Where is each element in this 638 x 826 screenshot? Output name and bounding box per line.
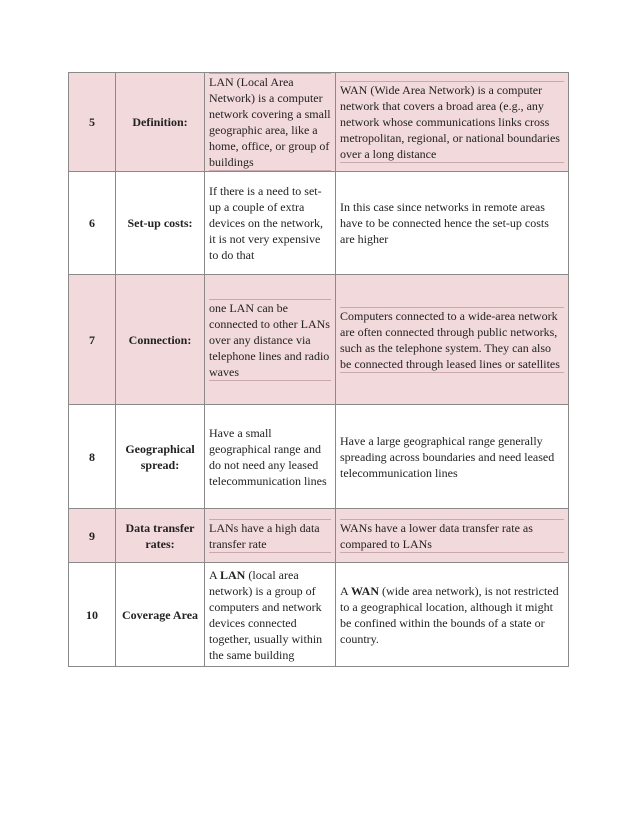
- row-attribute: Definition:: [116, 73, 205, 172]
- row-attribute: Connection:: [116, 275, 205, 405]
- wan-cell: [336, 563, 569, 667]
- lan-text-suffix: (local area network) is a group of computers and network devices connected together, usually within the same building: [209, 567, 323, 662]
- wan-cell: [336, 172, 569, 275]
- row-attribute: Set-up costs:: [116, 172, 205, 275]
- wan-text: Computers connected to a wide-area network are often connected through public networks, such as the telephone system. They can also be connected through leased lines or satellites: [340, 307, 564, 373]
- row-attribute: Data transfer rates:: [116, 509, 205, 563]
- lan-text: one LAN can be connected to other LANs over any distance via telephone lines and radio waves: [209, 300, 330, 379]
- lan-text-prefix: A: [209, 567, 221, 582]
- wan-text: In this case since networks in remote areas have to be connected hence the set-up costs are higher: [340, 200, 549, 246]
- lan-cell: [205, 73, 336, 172]
- wan-cell: [336, 509, 569, 563]
- wan-cell: [336, 73, 569, 172]
- wan-text-prefix: A: [340, 583, 352, 598]
- row-number: 7: [69, 275, 116, 405]
- lan-cell: [205, 405, 336, 509]
- lan-text: Have a small geographical range and do not need any leased telecommunication lines: [209, 425, 327, 488]
- lan-text: [209, 567, 331, 663]
- table-row: [69, 405, 569, 509]
- row-number: 5: [69, 73, 116, 172]
- row-number: 8: [69, 405, 116, 509]
- lan-cell: [205, 509, 336, 563]
- wan-text: WANs have a lower data transfer rate as compared to LANs: [340, 519, 564, 553]
- lan-text: LANs have a high data transfer rate: [209, 519, 331, 553]
- table-row: [69, 73, 569, 172]
- lan-text: If there is a need to set-up a couple of extra devices on the network, it is not very expensive to do that: [209, 184, 323, 262]
- wan-text: Have a large geographical range generally spreading across boundaries and need leased telecommunication lines: [340, 433, 555, 480]
- wan-text-suffix: (wide area network), is not restricted to a geographical location, although it might be confined within the bounds of a state or country.: [340, 583, 559, 646]
- table-row: [69, 172, 569, 275]
- wan-term: WAN: [351, 583, 380, 598]
- row-number: 9: [69, 509, 116, 563]
- lan-wan-comparison-table: [68, 72, 569, 667]
- table-row: [69, 563, 569, 667]
- wan-text: [340, 583, 564, 647]
- wan-cell: [336, 405, 569, 509]
- row-number: 6: [69, 172, 116, 275]
- row-attribute: Geographical spread:: [116, 405, 205, 509]
- lan-term: LAN: [220, 567, 246, 582]
- lan-cell: [205, 172, 336, 275]
- wan-cell: [336, 275, 569, 405]
- lan-text: LAN (Local Area Network) is a computer network covering a small geographic area, like a home, office, or group of buildings: [209, 75, 331, 169]
- wan-text: WAN (Wide Area Network) is a computer network that covers a broad area (e.g., any network whose communications links cross metropolitan, regional, or national boundaries over a long distance: [340, 81, 564, 163]
- lan-cell: [205, 275, 336, 405]
- row-number: 10: [69, 563, 116, 667]
- table-row: [69, 509, 569, 563]
- lan-cell: [205, 563, 336, 667]
- table-row: [69, 275, 569, 405]
- row-attribute: Coverage Area: [116, 563, 205, 667]
